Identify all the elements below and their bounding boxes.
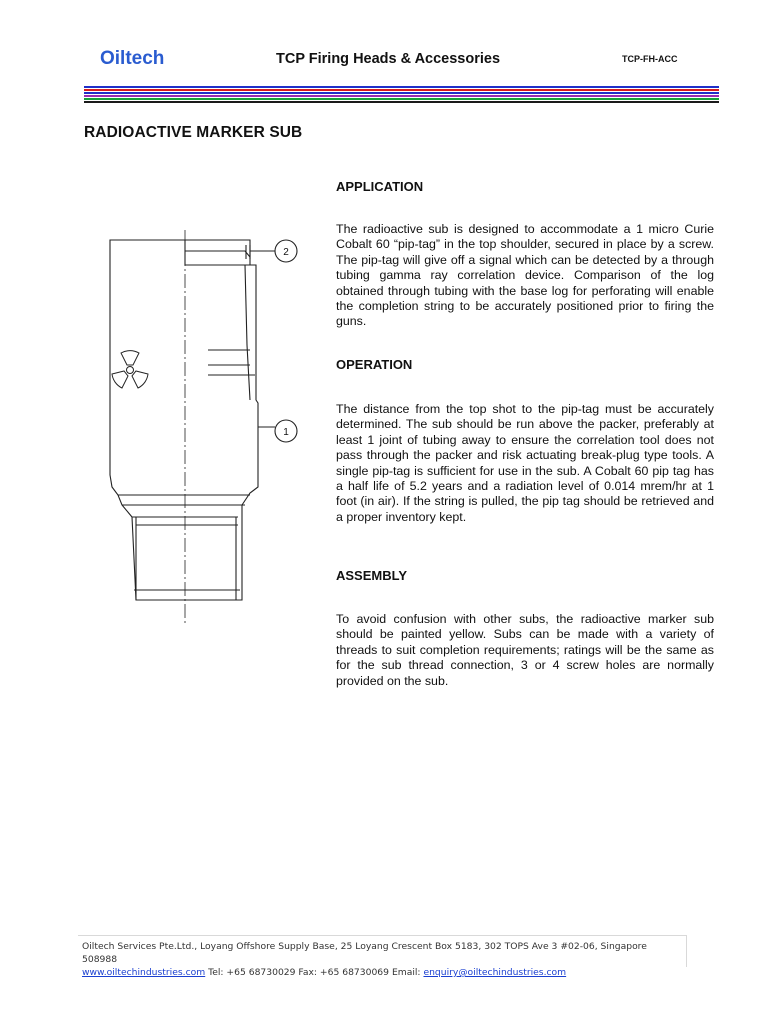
rule-line-blue [84, 86, 719, 88]
rule-line-purple [84, 95, 719, 97]
footer-contact [78, 935, 687, 978]
callout-2: 2 [283, 247, 289, 258]
rule-line-red [84, 89, 719, 91]
website-link[interactable]: www.oiltechindustries.com [82, 967, 206, 978]
page-title: RADIOACTIVE MARKER SUB [84, 124, 303, 141]
application-body: The radioactive sub is designed to accommodate a 1 micro Curie Cobalt 60 “pip-tag” in the top shoulder, secured in place by a screw. The pip-tag will give off a signal which can be detected by a through tubing gamma ray correlation device. Comparison of the log obtained through tubing with the base log for perforating will enable the completion string to be accurately positioned prior to firing the guns. [336, 222, 714, 329]
marker-sub-drawing [100, 225, 310, 630]
footer-contact-line [82, 966, 682, 979]
header-color-rule [84, 86, 719, 105]
rule-line-black [84, 101, 719, 103]
callout-1: 1 [283, 427, 289, 438]
email-link[interactable]: enquiry@oiltechindustries.com [423, 967, 567, 978]
assembly-body: To avoid confusion with other subs, the radioactive marker sub should be painted yellow. Subs can be made with a variety of threads to suit completion requirements; ratings will be the same as for the sub thread connection, 3 or 4 screw holes are normally provided on the sub. [336, 612, 714, 688]
radiation-trefoil-icon [112, 351, 148, 388]
rule-line-blue-2 [84, 92, 719, 94]
operation-body: The distance from the top shot to the pip-tag must be accurately determined. The sub should be run above the packer, preferably at least 1 joint of tubing away to ensure the correlation tool does not pass through the packer and risk actuating break-plug type tools. A single pip-tag is sufficient for use in the sub. A Cobalt 60 pip tag has a half life of 5.2 years and a radiation level of 0.014 mrem/hr at 1 foot (in air). If the string is pulled, the pip tag should be retrieved and a proper inventory kept. [336, 402, 714, 524]
document-code: TCP-FH-ACC [622, 54, 678, 64]
footer-address: Oiltech Services Pte.Ltd., Loyang Offshore Supply Base, 25 Loyang Crescent Box 5183, 302 TOPS Ave 3 #02-06, Singapore 508988 [82, 941, 647, 965]
document-series-title: TCP Firing Heads & Accessories [276, 51, 501, 67]
operation-heading: OPERATION [336, 357, 413, 372]
company-logo-text: Oiltech [100, 48, 165, 69]
footer-email-label: Email: [391, 967, 421, 978]
rule-line-green [84, 98, 719, 100]
application-heading: APPLICATION [336, 179, 424, 194]
footer-tel: Tel: +65 68730029 [208, 967, 296, 978]
footer-fax: Fax: +65 68730069 [298, 967, 390, 978]
assembly-heading: ASSEMBLY [336, 568, 408, 583]
